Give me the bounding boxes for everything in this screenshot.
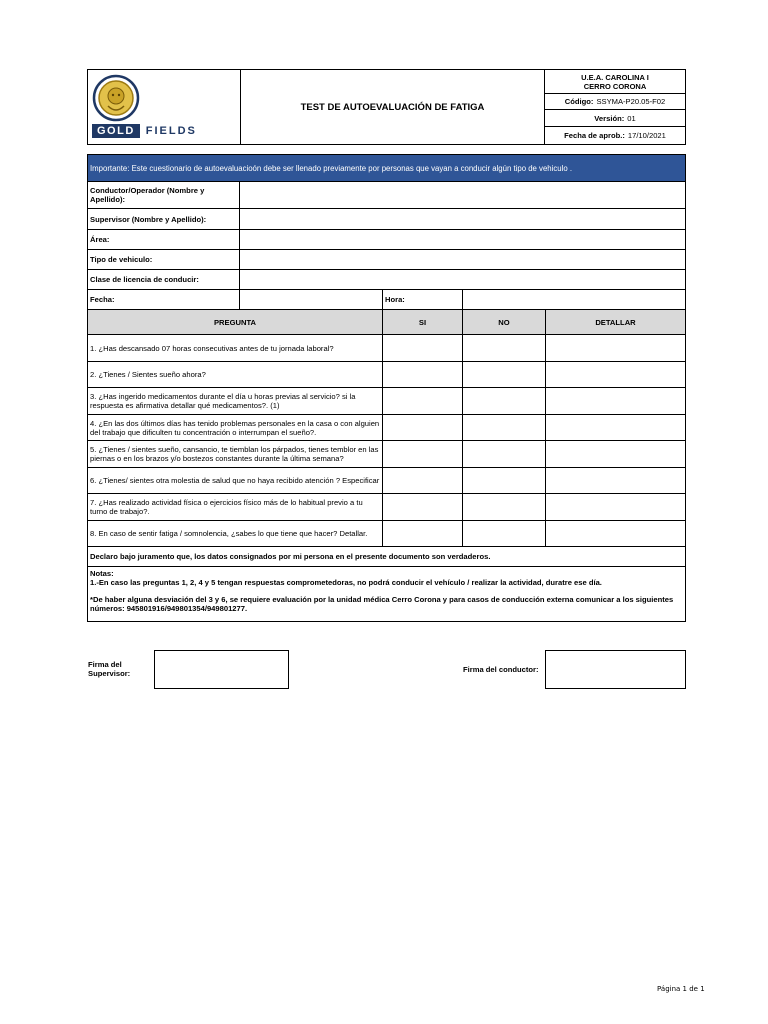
date-input[interactable] xyxy=(239,289,383,310)
question-row-1 xyxy=(87,334,383,362)
col-header-question-label: PREGUNTA xyxy=(213,317,257,327)
answer-detail-7[interactable] xyxy=(545,493,686,521)
answer-detail-3[interactable] xyxy=(545,387,686,415)
col-header-detail xyxy=(545,309,686,335)
supervisor-signature-label-line2: Supervisor: xyxy=(88,669,131,678)
answer-si-2[interactable] xyxy=(382,361,463,388)
note-1: 1.-En caso las preguntas 1, 2, 4 y 5 tengan respuestas comprometedoras, no podrá conducir el vehículo / realizar la actividad, duratre ese día. xyxy=(90,578,602,587)
driver-input[interactable] xyxy=(239,181,686,209)
version-value: 01 xyxy=(627,113,636,123)
question-row-4 xyxy=(87,414,383,441)
answer-detail-2[interactable] xyxy=(545,361,686,388)
supervisor-signature-box[interactable] xyxy=(154,650,289,689)
declaration-row xyxy=(87,546,686,567)
answer-no-4[interactable] xyxy=(462,414,546,441)
answer-detail-8[interactable] xyxy=(545,520,686,547)
col-header-si xyxy=(382,309,463,335)
question-row-5 xyxy=(87,440,383,468)
question-text-1: 1. ¿Has descansado 07 horas consecutivas antes de tu jornada laboral? xyxy=(90,343,334,353)
question-text-2: 2. ¿Tienes / Sientes sueño ahora? xyxy=(90,370,206,379)
logo-wordmark xyxy=(92,124,197,138)
driver-label-cell xyxy=(87,181,240,209)
date-label-cell xyxy=(87,289,240,310)
header-title-cell xyxy=(240,69,545,145)
header-logo-cell xyxy=(87,69,241,145)
notice-text: Importante: Este cuestionario de autoevaluacioón debe ser llenado previamente por personas que vayan a conducir algún tipo de vehiculo . xyxy=(90,163,572,173)
answer-no-6[interactable] xyxy=(462,467,546,494)
area-label: Área: xyxy=(90,235,110,244)
question-row-2 xyxy=(87,361,383,388)
vehicle-label: Tipo de vehiculo: xyxy=(90,255,153,264)
question-text-3: 3. ¿Has ingerido medicamentos durante el día u horas previas al servicio? si la respuesta es afirmativa detallar qué medicamentos?. (1) xyxy=(90,392,356,410)
answer-no-7[interactable] xyxy=(462,493,546,521)
declaration-text: Declaro bajo juramento que, los datos consignados por mi persona en el presente documento son verdaderos. xyxy=(90,552,491,561)
answer-detail-5[interactable] xyxy=(545,440,686,468)
col-header-question xyxy=(87,309,383,335)
unit-line2: CERRO CORONA xyxy=(583,81,647,91)
question-row-3 xyxy=(87,387,383,415)
answer-no-5[interactable] xyxy=(462,440,546,468)
answer-si-7[interactable] xyxy=(382,493,463,521)
answer-si-1[interactable] xyxy=(382,334,463,362)
date-label: Fecha: xyxy=(90,295,115,304)
supervisor-label-cell xyxy=(87,208,240,230)
supervisor-signature-label-line1: Firma del xyxy=(88,660,122,669)
unit-line1: U.E.A. CAROLINA I xyxy=(581,72,649,82)
license-label-cell xyxy=(87,269,240,290)
question-text-6: 6. ¿Tienes/ sientes otra molestia de salud que no haya recibido atención ? Especificar xyxy=(90,476,380,485)
license-label: Clase de licencia de conducir: xyxy=(90,275,199,284)
approval-cell xyxy=(544,126,686,145)
col-header-no-label: NO xyxy=(498,317,510,327)
question-text-4: 4. ¿En las dos últimos días has tenido problemas personales en la casa o con alguien del trabajo que dificulten tu concentración o interrumpan el sueño?. xyxy=(90,418,380,437)
vehicle-label-cell xyxy=(87,249,240,270)
license-input[interactable] xyxy=(239,269,686,290)
code-value: SSYMA-P20.05-F02 xyxy=(596,97,666,106)
question-text-8: 8. En caso de sentir fatiga / somnolencia, ¿sabes lo que tiene que hacer? Detallar. xyxy=(90,529,368,538)
answer-detail-6[interactable] xyxy=(545,467,686,494)
answer-si-4[interactable] xyxy=(382,414,463,441)
time-label: Hora: xyxy=(385,295,405,304)
logo-word-fields: FIELDS xyxy=(145,125,197,137)
col-header-detail-label: DETALLAR xyxy=(595,317,636,327)
gold-fields-logo-icon xyxy=(92,74,140,122)
time-input[interactable] xyxy=(462,289,686,310)
driver-signature-label: Firma del conductor: xyxy=(463,665,539,674)
page-title: TEST DE AUTOEVALUACIÓN DE FATIGA xyxy=(300,101,485,113)
page-number: Página 1 de 1 xyxy=(657,985,705,993)
answer-no-8[interactable] xyxy=(462,520,546,547)
col-header-no xyxy=(462,309,546,335)
question-row-7 xyxy=(87,493,383,521)
col-header-si-label: SI xyxy=(418,317,427,327)
approval-value: 17/10/2021 xyxy=(627,131,666,140)
area-input[interactable] xyxy=(239,229,686,250)
code-label: Código: xyxy=(564,97,594,106)
answer-detail-1[interactable] xyxy=(545,334,686,362)
approval-label: Fecha de aprob.: xyxy=(564,131,625,140)
notice-bar xyxy=(87,154,686,182)
code-cell xyxy=(544,93,686,110)
driver-label: Conductor/Operador (Nombre y Apellido): xyxy=(90,186,205,204)
answer-no-2[interactable] xyxy=(462,361,546,388)
question-row-6 xyxy=(87,467,383,494)
note-2: *De haber alguna desviación del 3 y 6, se requiere evaluación por la unidad médica Cerro Corona y para casos de conducción externa comunicar a los siguientes números: 945801916/949801354/949801277. xyxy=(90,595,674,613)
answer-si-5[interactable] xyxy=(382,440,463,468)
supervisor-signature-label xyxy=(88,660,130,678)
answer-detail-4[interactable] xyxy=(545,414,686,441)
question-text-7: 7. ¿Has realizado actividad física o ejercicios físico más de lo habitual previo a tu turno de trabajo?. xyxy=(90,498,363,516)
question-row-8 xyxy=(87,520,383,547)
unit-cell xyxy=(544,69,686,94)
area-label-cell xyxy=(87,229,240,250)
answer-si-8[interactable] xyxy=(382,520,463,547)
question-text-5: 5. ¿Tienes / sientes sueño, cansancio, te tiemblan los párpados, tienes temblor en las piernas o en los brazos y/o bostezos constantes durante la última semana? xyxy=(90,445,379,463)
version-cell xyxy=(544,109,686,127)
logo-word-gold: GOLD xyxy=(92,124,140,138)
notes-title: Notas: xyxy=(90,569,114,578)
supervisor-label: Supervisor (Nombre y Apellido): xyxy=(90,214,207,224)
answer-si-6[interactable] xyxy=(382,467,463,494)
answer-no-3[interactable] xyxy=(462,387,546,415)
driver-signature-box[interactable] xyxy=(545,650,686,689)
supervisor-input[interactable] xyxy=(239,208,686,230)
notes-box xyxy=(87,566,686,622)
answer-no-1[interactable] xyxy=(462,334,546,362)
vehicle-input[interactable] xyxy=(239,249,686,270)
answer-si-3[interactable] xyxy=(382,387,463,415)
version-label: Versión: xyxy=(594,113,625,123)
time-label-cell xyxy=(382,289,463,310)
